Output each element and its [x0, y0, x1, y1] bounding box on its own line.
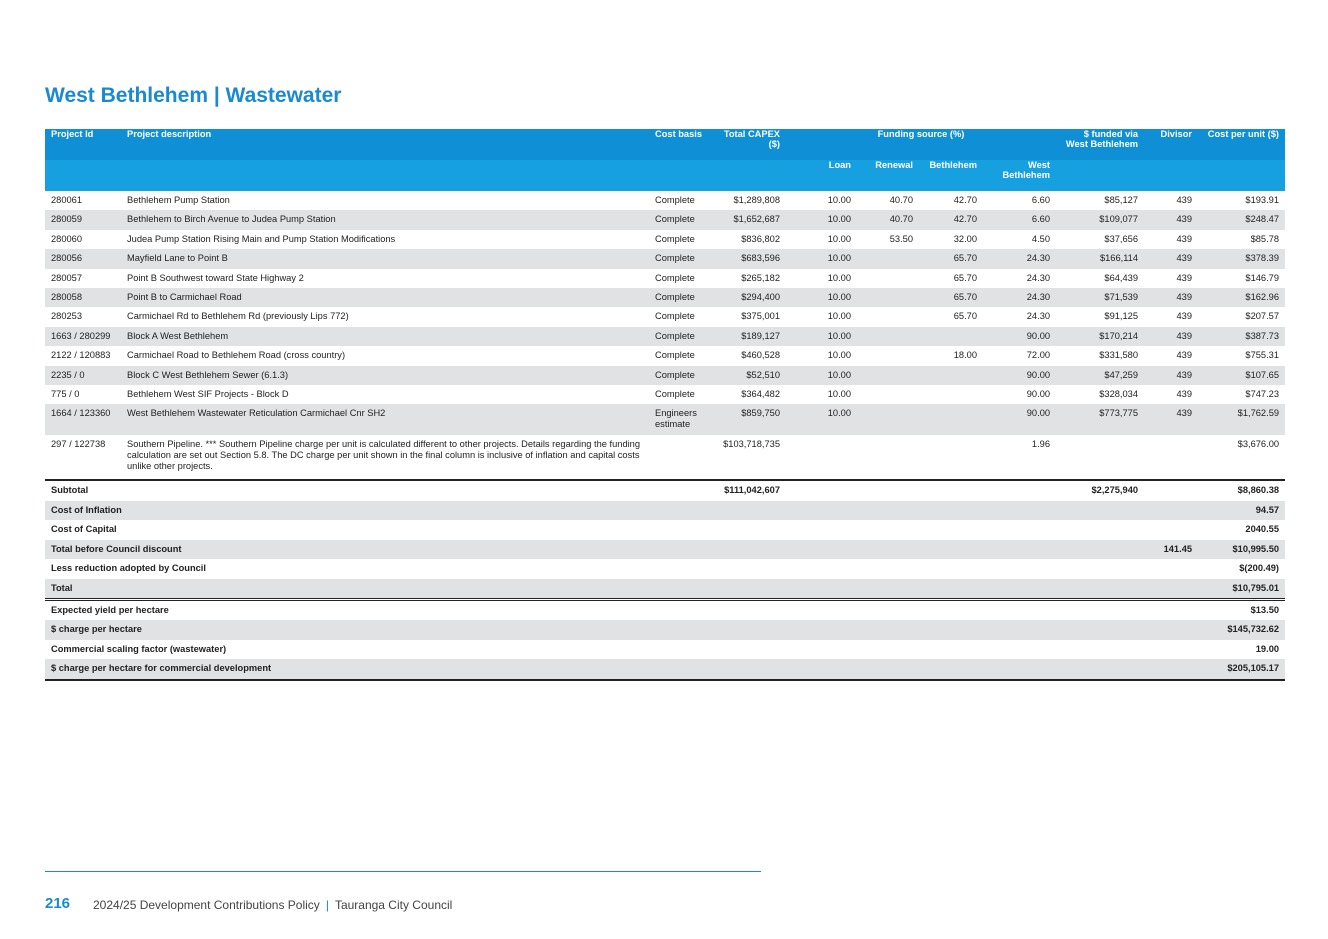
cell-loan: 10.00	[786, 249, 857, 268]
cell-funded-via: $37,656	[1104, 233, 1139, 244]
yield-value: $13.50	[1250, 604, 1280, 615]
cell-west-bethlehem: 72.00	[1026, 350, 1051, 361]
table-row	[45, 346, 1285, 365]
footer-separator: |	[325, 898, 329, 912]
total-row	[45, 579, 1285, 600]
subheader-blank	[1144, 160, 1198, 191]
cell-west-bethlehem: 90.00	[1026, 389, 1051, 400]
cell-funded-via: $64,439	[1104, 272, 1139, 283]
cell-west-bethlehem: 6.60	[1031, 195, 1051, 205]
cell-divisor: 439	[1144, 288, 1198, 307]
total-label: Cost of Inflation	[45, 501, 1144, 520]
cell-funded-via: $331,580	[1099, 350, 1139, 361]
cell-divisor: 439	[1176, 233, 1193, 244]
cell-project-description: Point B to Carmichael Road	[121, 288, 649, 307]
cell-cost-basis: Complete	[649, 327, 715, 346]
cell-cost-basis	[649, 435, 715, 480]
cell-divisor: 439	[1144, 404, 1198, 435]
cell-west-bethlehem: 4.50	[1031, 233, 1051, 244]
cell-renewal: 40.70	[889, 195, 913, 205]
cell-cost-basis: Complete	[655, 311, 695, 322]
cell-cost-per-unit: $193.91	[1245, 195, 1280, 205]
cell-bethlehem: 18.00	[953, 350, 977, 361]
cell-funded-via: $85,127	[1104, 195, 1139, 205]
yield-label: Expected yield per hectare	[51, 604, 169, 615]
cell-project-id: 280056	[45, 249, 121, 268]
cell-project-description: Bethlehem Pump Station	[127, 195, 230, 205]
col-cost-basis: Cost basis	[649, 129, 715, 160]
cell-renewal	[857, 435, 919, 480]
cell-cost-per-unit: $3,676.00	[1237, 439, 1280, 450]
cell-divisor: 439	[1176, 272, 1193, 283]
cell-cost-per-unit: $747.23	[1245, 389, 1280, 400]
cell-project-description: Bethlehem to Birch Avenue to Judea Pump Station	[121, 210, 649, 229]
cell-project-id: 1663 / 280299	[45, 327, 121, 346]
total-value: $10,995.50	[1198, 540, 1285, 559]
yield-label: $ charge per hectare	[45, 620, 1144, 639]
cell-divisor: 439	[1144, 366, 1198, 385]
cell-project-description: Block C West Bethlehem Sewer (6.1.3)	[121, 366, 649, 385]
cell-funded-via: $170,214	[1056, 327, 1144, 346]
cell-renewal: 40.70	[857, 210, 919, 229]
cell-cost-basis: Engineers estimate	[649, 404, 715, 435]
contributions-table	[45, 129, 1285, 681]
cell-total-capex: $836,802	[741, 233, 780, 244]
cell-total-capex: $375,001	[741, 311, 780, 322]
cell-bethlehem: 42.70	[953, 195, 977, 205]
cell-project-id: 2122 / 120883	[51, 350, 111, 361]
cell-west-bethlehem: 24.30	[1026, 272, 1051, 283]
cell-renewal	[857, 249, 919, 268]
total-divisor	[1144, 520, 1198, 539]
project-rows	[45, 191, 1285, 480]
table-row	[45, 366, 1285, 385]
cell-cost-per-unit: $162.96	[1198, 288, 1285, 307]
table-row	[45, 404, 1285, 435]
cell-renewal	[857, 346, 919, 365]
cell-project-id: 280058	[45, 288, 121, 307]
col-funding-source: Funding source (%)	[786, 129, 1056, 160]
yield-value: 19.00	[1255, 643, 1280, 654]
cell-cost-per-unit: $146.79	[1245, 272, 1280, 283]
table-row	[45, 230, 1285, 249]
cell-total-capex: $265,182	[741, 272, 780, 283]
cell-project-description: Block A West Bethlehem	[121, 327, 649, 346]
cell-west-bethlehem: 90.00	[983, 404, 1056, 435]
cell-renewal	[857, 385, 919, 404]
col-divisor: Divisor	[1144, 129, 1198, 160]
yield-row	[45, 620, 1285, 639]
total-value: 2040.55	[1245, 524, 1280, 535]
table-row	[45, 210, 1285, 229]
cell-total-capex: $52,510	[715, 366, 786, 385]
cell-west-bethlehem: 90.00	[983, 366, 1056, 385]
cell-funded-via: $47,259	[1056, 366, 1144, 385]
total-row	[45, 540, 1285, 559]
cell-cost-basis: Complete	[649, 288, 715, 307]
cell-total-capex: $1,652,687	[715, 210, 786, 229]
cell-bethlehem: 32.00	[953, 233, 977, 244]
cell-loan: 10.00	[786, 210, 857, 229]
cell-divisor: 439	[1176, 311, 1193, 322]
cell-bethlehem	[919, 404, 983, 435]
cell-bethlehem: 42.70	[919, 210, 983, 229]
cell-loan: 10.00	[827, 311, 851, 322]
cell-renewal	[857, 404, 919, 435]
cell-divisor: 439	[1176, 350, 1193, 361]
cell-divisor: 439	[1176, 195, 1193, 205]
total-divisor	[1144, 579, 1198, 600]
cell-project-description: Mayfield Lane to Point B	[121, 249, 649, 268]
total-row	[45, 501, 1285, 520]
cell-total-capex: $683,596	[715, 249, 786, 268]
subheader-blank	[45, 160, 121, 191]
subheader-blank	[121, 160, 649, 191]
cell-west-bethlehem: 24.30	[983, 249, 1056, 268]
col-total-capex: Total CAPEX ($)	[715, 129, 786, 160]
cell-project-description: Carmichael Road to Bethlehem Road (cross country)	[127, 350, 346, 361]
cell-renewal: 53.50	[889, 233, 913, 244]
cell-cost-basis: Complete	[655, 195, 695, 205]
cell-total-capex: $1,289,808	[733, 195, 780, 205]
cell-bethlehem: 65.70	[953, 272, 977, 283]
cell-loan: 10.00	[827, 233, 851, 244]
yield-row	[45, 659, 1285, 679]
cell-renewal	[857, 366, 919, 385]
col-west-bethlehem: West Bethlehem	[983, 160, 1056, 191]
cell-project-description: Judea Pump Station Rising Main and Pump Station Modifications	[127, 233, 396, 244]
table-row	[45, 288, 1285, 307]
cell-cost-per-unit: $248.47	[1198, 210, 1285, 229]
cell-renewal	[857, 269, 919, 288]
cell-west-bethlehem: 24.30	[983, 288, 1056, 307]
footer-text	[93, 898, 452, 912]
subtotal-blank	[786, 480, 1056, 500]
cell-loan: 10.00	[827, 272, 851, 283]
cell-bethlehem	[919, 366, 983, 385]
total-row	[45, 520, 1285, 539]
cell-bethlehem: 65.70	[919, 249, 983, 268]
cell-project-id: 2235 / 0	[45, 366, 121, 385]
cell-project-description: Bethlehem West SIF Projects - Block D	[127, 389, 289, 400]
cell-total-capex: $460,528	[741, 350, 780, 361]
cell-total-capex: $294,400	[715, 288, 786, 307]
cell-project-id: 1664 / 123360	[45, 404, 121, 435]
cell-total-capex: $364,482	[741, 389, 780, 400]
col-loan: Loan	[786, 160, 857, 191]
footer-doc-title: 2024/25 Development Contributions Policy	[93, 898, 320, 912]
subtotal-capex: $111,042,607	[715, 480, 786, 500]
cell-total-capex: $103,718,735	[723, 439, 780, 450]
cell-project-id: 280061	[51, 195, 83, 205]
cell-loan: 10.00	[786, 366, 857, 385]
yield-label: $ charge per hectare for commercial development	[45, 659, 1144, 679]
cell-loan: 10.00	[827, 350, 851, 361]
cell-cost-per-unit: $1,762.59	[1198, 404, 1285, 435]
cell-total-capex: $189,127	[715, 327, 786, 346]
cell-project-id: 775 / 0	[51, 389, 80, 400]
cell-west-bethlehem: 24.30	[1026, 311, 1051, 322]
cell-west-bethlehem: 1.96	[1031, 439, 1051, 450]
subtotal-blank	[1144, 480, 1198, 500]
cell-cost-basis: Complete	[655, 389, 695, 400]
cell-renewal	[857, 307, 919, 326]
cell-divisor: 439	[1176, 389, 1193, 400]
subheader-blank	[649, 160, 715, 191]
table-row	[45, 269, 1285, 288]
col-funded-via: $ funded via West Bethlehem	[1056, 129, 1144, 160]
total-label: Less reduction adopted by Council	[51, 563, 206, 574]
cell-project-description: Southern Pipeline. *** Southern Pipeline charge per unit is calculated different to other projects. Details regarding the funding calculation are set out Section 5.8. The DC charge per unit shown in the final column is inclusive of inflation and capital costs unlike other projects.	[127, 439, 641, 472]
cell-project-id: 280057	[51, 272, 83, 283]
subheader-blank	[715, 160, 786, 191]
table-row	[45, 435, 1285, 480]
cell-bethlehem: 65.70	[953, 311, 977, 322]
page-title: West Bethlehem | Wastewater	[45, 84, 342, 107]
cell-cost-basis: Complete	[655, 272, 695, 283]
yield-label: Commercial scaling factor (wastewater)	[51, 643, 227, 654]
cell-project-id: 280060	[51, 233, 83, 244]
table-row	[45, 327, 1285, 346]
cell-project-description: West Bethlehem Wastewater Reticulation Carmichael Cnr SH2	[121, 404, 649, 435]
cell-funded-via	[1056, 435, 1144, 480]
total-label: Total	[45, 579, 1144, 600]
cell-loan: 10.00	[827, 195, 851, 205]
cell-project-description: Carmichael Rd to Bethlehem Rd (previously Lips 772)	[127, 311, 349, 322]
cell-cost-per-unit: $755.31	[1245, 350, 1280, 361]
cell-cost-basis: Complete	[655, 350, 695, 361]
cell-loan: 10.00	[786, 404, 857, 435]
cell-funded-via: $328,034	[1099, 389, 1139, 400]
cell-total-capex: $859,750	[715, 404, 786, 435]
total-value: $(200.49)	[1239, 563, 1280, 574]
cell-bethlehem	[919, 385, 983, 404]
cell-west-bethlehem: 90.00	[983, 327, 1056, 346]
cell-project-id: 297 / 122738	[51, 439, 106, 450]
cell-divisor: 439	[1144, 249, 1198, 268]
yield-row	[45, 640, 1285, 659]
col-cost-per-unit: Cost per unit ($)	[1198, 129, 1285, 160]
col-renewal: Renewal	[857, 160, 919, 191]
cell-loan	[786, 435, 857, 480]
yield-value: $145,732.62	[1144, 620, 1285, 639]
total-value: $10,795.01	[1198, 579, 1285, 600]
cell-cost-basis: Complete	[649, 210, 715, 229]
subtotal-cost-per-unit: $8,860.38	[1198, 480, 1285, 500]
cell-project-id: 280253	[51, 311, 83, 322]
cell-cost-basis: Complete	[649, 366, 715, 385]
cell-loan: 10.00	[827, 389, 851, 400]
cell-divisor	[1144, 435, 1198, 480]
cell-cost-per-unit: $378.39	[1198, 249, 1285, 268]
cell-cost-per-unit: $207.57	[1245, 311, 1280, 322]
col-project-description: Project description	[121, 129, 649, 160]
footer-divider	[45, 871, 761, 872]
col-bethlehem: Bethlehem	[919, 160, 983, 191]
cell-funded-via: $71,539	[1056, 288, 1144, 307]
subtotal-row	[45, 480, 1285, 500]
subtotal-funded: $2,275,940	[1056, 480, 1144, 500]
cell-funded-via: $91,125	[1104, 311, 1139, 322]
cell-bethlehem: 65.70	[919, 288, 983, 307]
page-number: 216	[45, 895, 71, 912]
total-rows	[45, 480, 1285, 679]
cell-divisor: 439	[1144, 327, 1198, 346]
cell-bethlehem	[919, 435, 983, 480]
yield-value: $205,105.17	[1144, 659, 1285, 679]
subheader-blank	[1056, 160, 1144, 191]
table-row	[45, 249, 1285, 268]
cell-loan: 10.00	[786, 288, 857, 307]
table-header	[45, 129, 1285, 191]
cell-west-bethlehem: 6.60	[983, 210, 1056, 229]
table-row	[45, 307, 1285, 326]
cell-project-description: Point B Southwest toward State Highway 2	[127, 272, 304, 283]
total-label: Total before Council discount	[45, 540, 1144, 559]
cell-funded-via: $773,775	[1056, 404, 1144, 435]
cell-cost-per-unit: $85.78	[1250, 233, 1280, 244]
total-row	[45, 559, 1285, 578]
cell-loan: 10.00	[786, 327, 857, 346]
cell-funded-via: $109,077	[1056, 210, 1144, 229]
total-divisor: 141.45	[1144, 540, 1198, 559]
cell-cost-per-unit: $107.65	[1198, 366, 1285, 385]
total-label: Cost of Capital	[51, 524, 117, 535]
cell-renewal	[857, 327, 919, 346]
footer-org: Tauranga City Council	[334, 898, 453, 912]
total-divisor	[1144, 501, 1198, 520]
cell-funded-via: $166,114	[1056, 249, 1144, 268]
cell-cost-per-unit: $387.73	[1198, 327, 1285, 346]
cell-project-id: 280059	[45, 210, 121, 229]
table-row	[45, 385, 1285, 404]
col-project-id: Project Id	[45, 129, 121, 160]
subtotal-label: Subtotal	[45, 480, 715, 500]
total-value: 94.57	[1198, 501, 1285, 520]
cell-renewal	[857, 288, 919, 307]
yield-row	[45, 599, 1285, 620]
cell-divisor: 439	[1144, 210, 1198, 229]
table-row	[45, 191, 1285, 210]
cell-bethlehem	[919, 327, 983, 346]
total-divisor	[1144, 559, 1198, 578]
cell-cost-basis: Complete	[649, 249, 715, 268]
subheader-blank	[1198, 160, 1285, 191]
cell-cost-basis: Complete	[655, 233, 695, 244]
